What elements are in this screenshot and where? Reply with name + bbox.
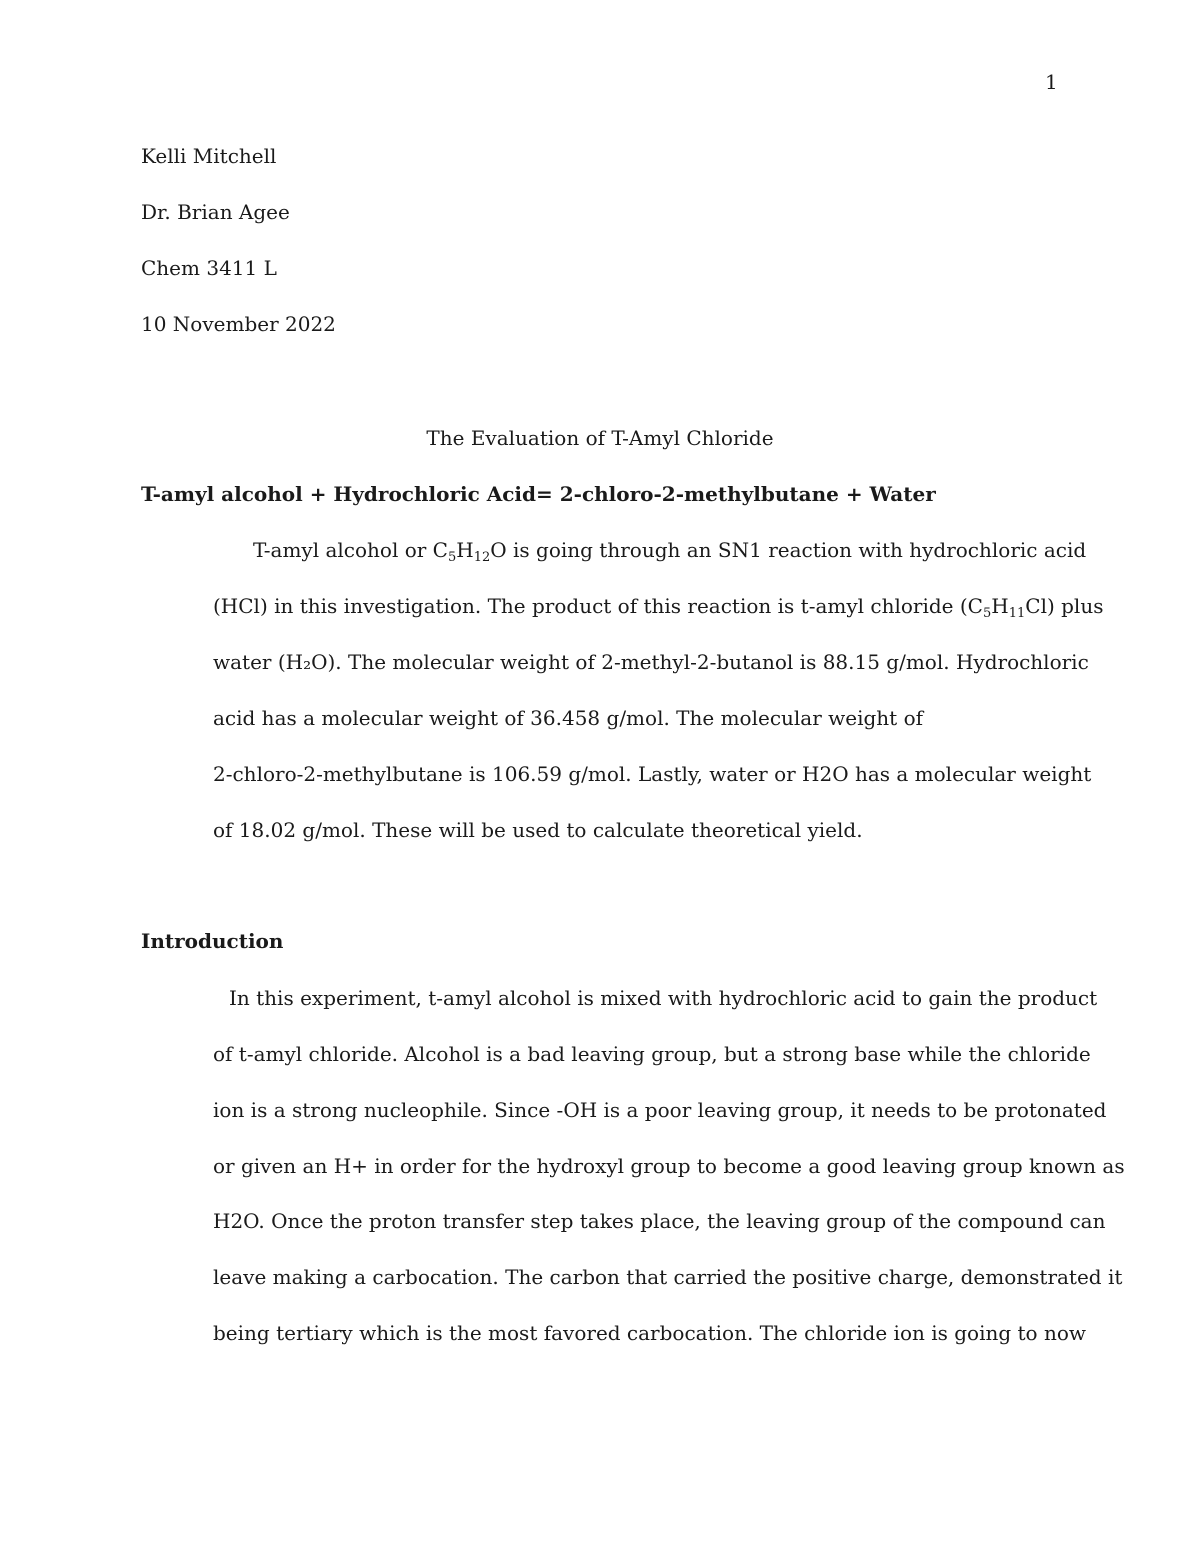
intro-line-5: H2O. Once the proton transfer step takes place, the leaving group of the compound can: [213, 1209, 1106, 1233]
paragraph-1-line-2-text-a: (HCl) in this investigation. The product of this reaction is t-amyl chloride (C: [213, 594, 983, 618]
page-number: 1: [1045, 70, 1058, 94]
subscript-5: 5: [447, 550, 457, 565]
intro-line-1: In this experiment, t-amyl alcohol is mixed with hydrochloric acid to gain the product: [229, 986, 1098, 1010]
intro-line-3: ion is a strong nucleophile. Since -OH is a poor leaving group, it needs to be protonated: [213, 1098, 1107, 1122]
subscript-12: 12: [473, 550, 491, 565]
author-name: Kelli Mitchell: [141, 144, 277, 168]
paragraph-1-line-2-text-c: Cl) plus: [1025, 594, 1104, 618]
intro-line-7: being tertiary which is the most favored carbocation. The chloride ion is going to now: [213, 1321, 1086, 1345]
paragraph-1-line-1-text-b: H: [456, 538, 474, 562]
instructor-name: Dr. Brian Agee: [141, 200, 290, 224]
paragraph-1-line-3: water (H₂O). The molecular weight of 2-methyl-2-butanol is 88.15 g/mol. Hydrochloric: [213, 650, 1089, 674]
paragraph-1-line-4: acid has a molecular weight of 36.458 g/mol. The molecular weight of: [213, 706, 924, 730]
paragraph-1-line-1-text-c: O is going through an SN1 reaction with hydrochloric acid: [490, 538, 1087, 562]
introduction-heading: Introduction: [141, 929, 284, 953]
intro-line-6: leave making a carbocation. The carbon that carried the positive charge, demonstrated it: [213, 1265, 1123, 1289]
paragraph-1-line-2: [213, 592, 1103, 620]
course-name: Chem 3411 L: [141, 256, 277, 280]
paragraph-1-line-1-text-a: T-amyl alcohol or C: [253, 538, 448, 562]
subscript-11: 11: [1008, 606, 1026, 621]
paragraph-1-line-6: of 18.02 g/mol. These will be used to calculate theoretical yield.: [213, 818, 863, 842]
paragraph-1-line-2-text-b: H: [991, 594, 1009, 618]
subscript-5b: 5: [982, 606, 992, 621]
reaction-equation: T-amyl alcohol + Hydrochloric Acid= 2-chloro-2-methylbutane + Water: [141, 482, 936, 506]
paragraph-1-line-5: 2-chloro-2-methylbutane is 106.59 g/mol. Lastly, water or H2O has a molecular weight: [213, 762, 1092, 786]
document-date: 10 November 2022: [141, 312, 336, 336]
intro-line-4: or given an H+ in order for the hydroxyl group to become a good leaving group known as: [213, 1154, 1125, 1178]
intro-line-2: of t-amyl chloride. Alcohol is a bad leaving group, but a strong base while the chloride: [213, 1042, 1091, 1066]
document-title: The Evaluation of T-Amyl Chloride: [426, 426, 774, 450]
paragraph-1-line-1: [253, 536, 1086, 564]
